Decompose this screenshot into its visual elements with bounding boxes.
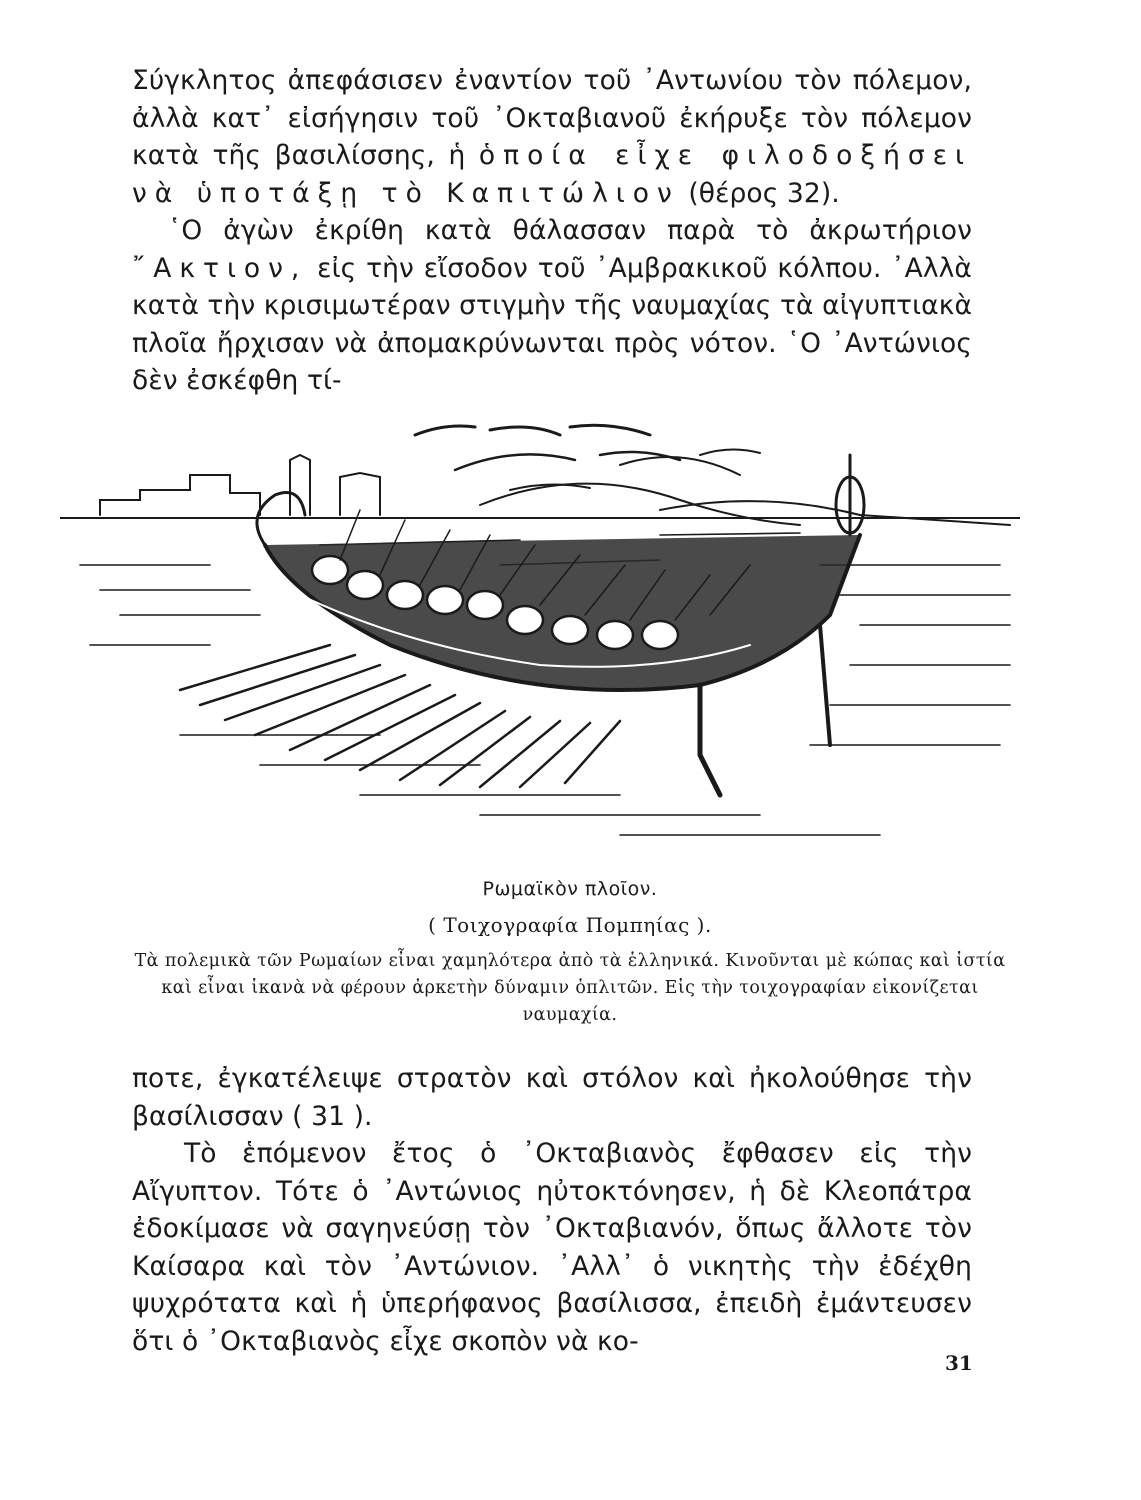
paragraph-text: ῾Ο ἀγὼν ἐκρίθη κατὰ θάλασσαν παρὰ τὸ ἀκρωτήριον	[168, 215, 972, 246]
figure-caption-description: Τὰ πολεμικὰ τῶν Ρωμαίων εἶναι χαμηλότερα ἀπὸ τὰ ἑλληνικά. Κινοῦνται μὲ κώπας καὶ ἱστία καὶ εἶναι ἱκανὰ νὰ φέρουν ἀρκετὴν δύναμιν ὁπλιτῶν. Εἰς τὴν τοιχογραφίαν εἰκονίζεται ναυμαχία.	[134, 951, 1006, 1025]
page-number: 31	[945, 1351, 973, 1375]
paragraph-text-end: εἰς τὴν εἴσοδον τοῦ ᾿Αμβρακικοῦ κόλπου. ᾿Αλλὰ κατὰ τὴν κρισιμωτέραν στιγμὴν τῆς ναυμαχίας τὰ αἰγυπτιακὰ πλοῖα ἤρχισαν νὰ ἀπομακρύνωνται πρὸς νότον. ῾Ο ᾿Αντώνιος δὲν ἐσκέφθη τί-	[132, 252, 973, 396]
paragraph-text-end: (θέρος 32).	[688, 177, 840, 209]
spaced-emphasis-text: ῎Ακτιον,	[132, 252, 308, 284]
ship-drawing	[60, 415, 1020, 855]
paragraph-actium	[132, 212, 972, 400]
text-block-top	[132, 62, 972, 400]
text-block-bottom	[132, 1060, 972, 1360]
paragraph-senate-war	[132, 62, 972, 212]
spaced-emphasis-text: ὁποία εἶχε φιλοδοξήσει νὰ ὑποτάξῃ τὸ Καπιτώλιον	[132, 140, 972, 209]
figure-caption-title: Ρωμαϊκὸν πλοῖον.	[482, 878, 658, 900]
paragraph-antony-follows: ποτε, ἐγκατέλειψε στρατὸν καὶ στόλον καὶ ἠκολούθησε τὴν βασίλισσαν ( 31 ).	[132, 1063, 972, 1132]
roman-ship-illustration	[60, 415, 1020, 855]
paragraph-text: Σύγκλητος ἀπεφάσισεν ἐναντίον τοῦ ᾿Αντωνίου τὸν πόλεμον, ἀλλὰ κατ᾿ εἰσήγησιν τοῦ ᾿Οκταβιανοῦ ἐκήρυξε τὸν πόλεμον κατὰ τῆς βασιλίσσης, ἡ	[132, 65, 972, 171]
figure-caption-source: ( Τοιχογραφία Πομπηίας ).	[428, 913, 712, 937]
paragraph-octavian-egypt: Τὸ ἑπόμενον ἔτος ὁ ᾿Οκταβιανὸς ἔφθασεν εἰς τὴν Αἴγυπτον. Τότε ὁ ᾿Αντώνιος ηὐτοκτόνησεν, ἡ δὲ Κλεοπάτρα ἐδοκίμασε νὰ σαγηνεύσῃ τὸν ᾿Οκταβιανόν, ὅπως ἄλλοτε τὸν Καίσαρα καὶ τὸν ᾿Αντώνιον. ᾿Αλλ᾿ ὁ νικητὴς τὴν ἐδέχθη ψυχρότατα καὶ ἡ ὑπερήφανος βασίλισσα, ἐπειδὴ ἐμάντευσεν ὅτι ὁ ᾿Οκταβιανὸς εἶχε σκοπὸν νὰ κο-	[132, 1138, 972, 1357]
